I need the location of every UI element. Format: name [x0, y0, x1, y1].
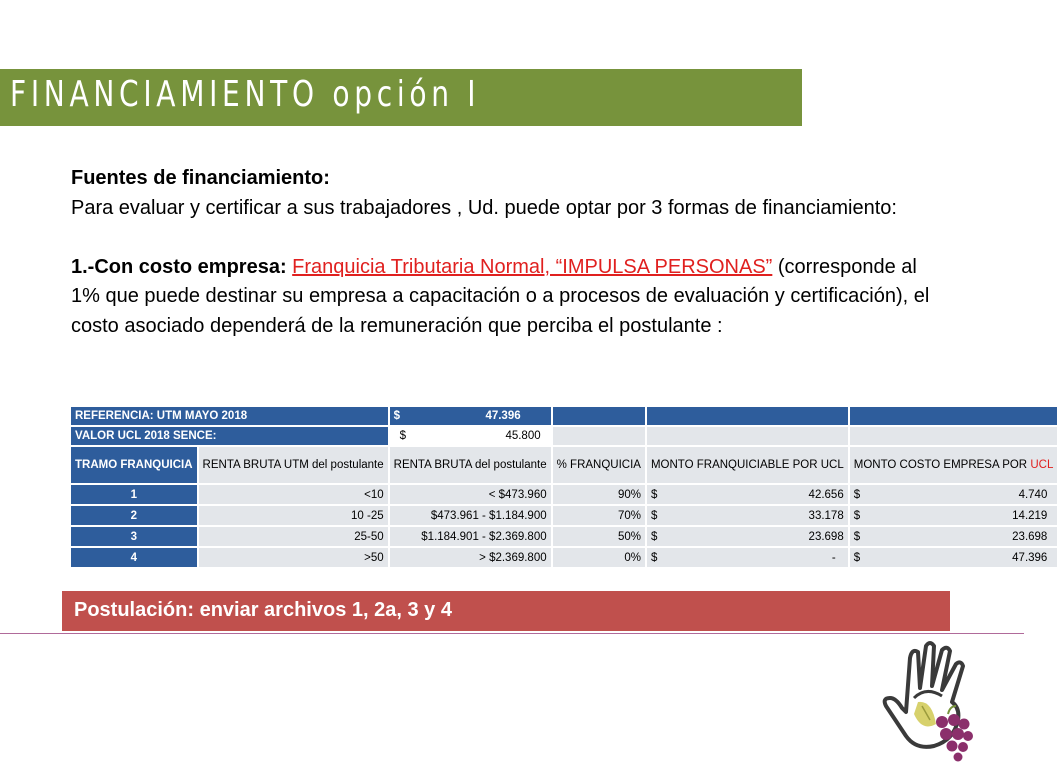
table-row	[71, 527, 1057, 546]
ucl-row	[71, 427, 1057, 445]
header-monto-costo: MONTO COSTO EMPRESA POR UCL	[850, 447, 1058, 483]
slide-title: FINANCIAMIENTO opción I	[10, 74, 481, 115]
ref-value-cell: $ 47.396	[390, 407, 551, 425]
franq-cell: $ 23.698	[647, 527, 848, 546]
renta-cell: < $473.960	[390, 485, 551, 504]
intro-paragraph: Para evaluar y certificar a sus trabajadores , Ud. puede optar por 3 formas de financiamiento:	[71, 196, 897, 219]
header-row	[71, 447, 1057, 483]
body-text	[71, 164, 951, 341]
pct-cell: 50%	[553, 527, 645, 546]
costo-cell: $ 23.698	[850, 527, 1058, 546]
costo-cell: $ 4.740	[850, 485, 1058, 504]
franquicia-table	[69, 405, 1059, 569]
divider-line	[0, 633, 1024, 634]
header-monto-franquiciable: MONTO FRANQUICIABLE POR UCL	[647, 447, 848, 483]
tramo-cell: 1	[71, 485, 197, 504]
hand-with-grapes-icon	[868, 640, 988, 765]
option-description: (corresponde al 1% que puede destinar su empresa a capacitación o a procesos de evaluación y certificación), el costo asociado dependerá de la remuneración que perciba el postulante :	[71, 255, 930, 337]
postulacion-bar	[62, 591, 950, 631]
pct-cell: 70%	[553, 506, 645, 525]
option-paragraph	[71, 253, 951, 342]
utm-cell: >50	[199, 548, 388, 567]
ucl-label: VALOR UCL 2018 SENCE:	[71, 427, 388, 445]
option-label: 1.-Con costo empresa:	[71, 255, 287, 278]
tramo-cell: 3	[71, 527, 197, 546]
header-franquicia: % FRANQUICIA	[553, 447, 645, 483]
utm-cell: <10	[199, 485, 388, 504]
title-bar	[0, 69, 802, 126]
postulacion-text: Postulación: enviar archivos 1, 2a, 3 y 4	[74, 599, 452, 621]
table-row	[71, 506, 1057, 525]
renta-cell: $1.184.901 - $2.369.800	[390, 527, 551, 546]
renta-cell: > $2.369.800	[390, 548, 551, 567]
ref-label: REFERENCIA: UTM MAYO 2018	[71, 407, 388, 425]
franq-cell: $ 33.178	[647, 506, 848, 525]
ucl-value-cell: $ 45.800	[390, 427, 551, 445]
utm-cell: 25-50	[199, 527, 388, 546]
franq-cell: $ -	[647, 548, 848, 567]
renta-cell: $473.961 - $1.184.900	[390, 506, 551, 525]
pct-cell: 0%	[553, 548, 645, 567]
pct-cell: 90%	[553, 485, 645, 504]
franq-cell: $ 42.656	[647, 485, 848, 504]
utm-cell: 10 -25	[199, 506, 388, 525]
header-renta-utm: RENTA BRUTA UTM del postulante	[199, 447, 388, 483]
franquicia-link[interactable]: Franquicia Tributaria Normal, “IMPULSA PERSONAS”	[292, 255, 773, 278]
tramo-cell: 2	[71, 506, 197, 525]
section-heading: Fuentes de financiamiento:	[71, 167, 330, 189]
header-tramo: TRAMO FRANQUICIA	[71, 447, 197, 483]
reference-row	[71, 407, 1057, 425]
tramo-cell: 4	[71, 548, 197, 567]
table-row	[71, 548, 1057, 567]
costo-cell: $ 47.396	[850, 548, 1058, 567]
costo-cell: $ 14.219	[850, 506, 1058, 525]
header-renta: RENTA BRUTA del postulante	[390, 447, 551, 483]
table-row	[71, 485, 1057, 504]
